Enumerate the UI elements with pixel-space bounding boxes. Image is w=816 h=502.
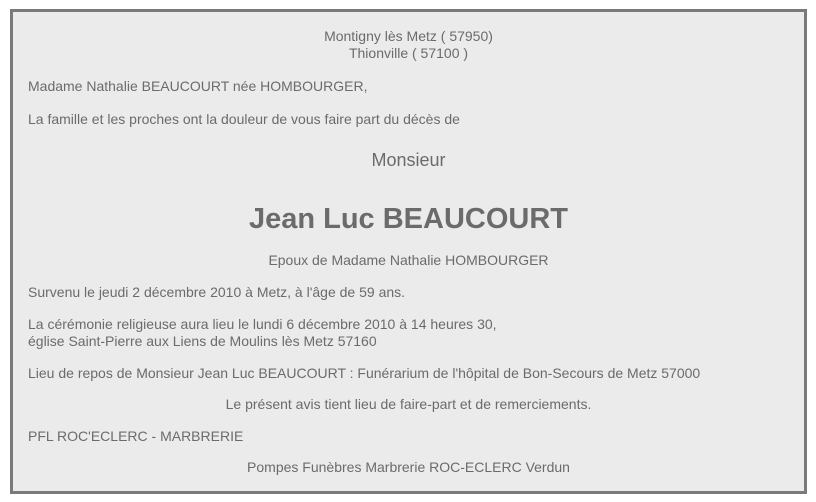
announcement: La famille et les proches ont la douleur de vous faire part du décès de — [28, 111, 460, 127]
location-line-1: Montigny lès Metz ( 57950) — [324, 28, 493, 44]
funeral-home: PFL ROC'ECLERC - MARBRERIE — [28, 428, 244, 444]
location-line-2: Thionville ( 57100 ) — [348, 45, 469, 61]
resting-place: Lieu de repos de Monsieur Jean Luc BEAUCOURT : Funérarium de l'hôpital de Bon-Secours de Metz 57000 — [28, 365, 701, 381]
death-info: Survenu le jeudi 2 décembre 2010 à Metz, à l'âge de 59 ans. — [28, 284, 406, 300]
obituary-notice — [10, 9, 807, 494]
deceased-name: Jean Luc BEAUCOURT — [248, 203, 569, 235]
ceremony-line-1: La cérémonie religieuse aura lieu le lundi 6 décembre 2010 à 14 heures 30, — [28, 316, 497, 332]
funeral-home-full: Pompes Funèbres Marbrerie ROC-ECLERC Verdun — [247, 459, 570, 475]
family-member: Madame Nathalie BEAUCOURT née HOMBOURGER, — [28, 78, 368, 94]
closing-note: Le présent avis tient lieu de faire-part et de remerciements. — [225, 396, 592, 412]
spouse-line: Epoux de Madame Nathalie HOMBOURGER — [268, 252, 549, 268]
title: Monsieur — [371, 150, 446, 170]
ceremony-line-2: église Saint-Pierre aux Liens de Moulins lès Metz 57160 — [28, 333, 377, 349]
